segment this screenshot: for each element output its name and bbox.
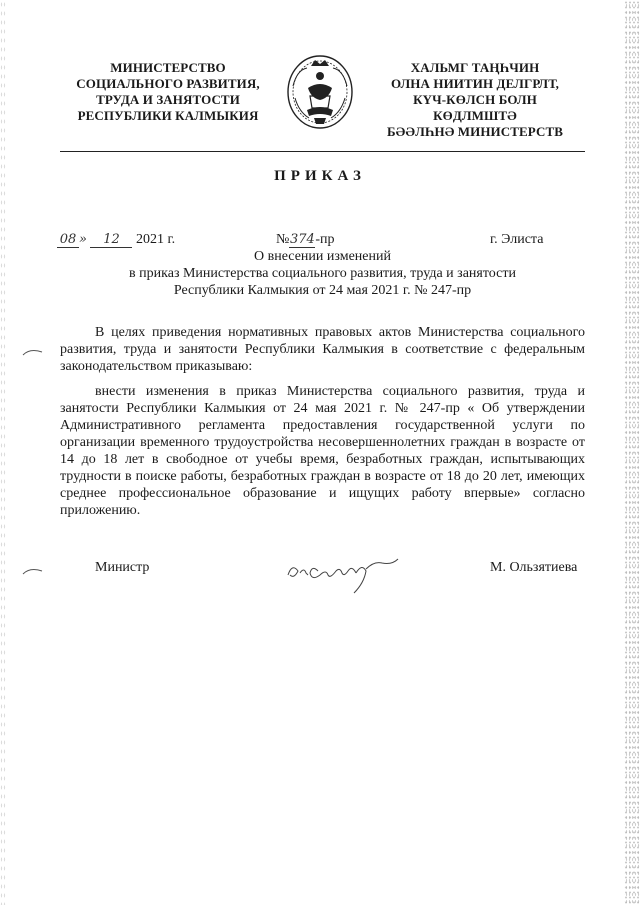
document-title: ПРИКАЗ <box>274 168 366 184</box>
signatory-role: Министр <box>95 560 150 575</box>
ministry-name-kalmyk <box>370 60 580 140</box>
ministry-name-russian <box>68 60 268 124</box>
ministry-line: КҮЧ-КӨЛСН БОЛН <box>413 92 537 107</box>
number-value: 374 <box>289 232 315 247</box>
scan-artifact-mark <box>22 347 44 357</box>
subject-line: О внесении изменений <box>254 249 391 264</box>
republic-emblem-icon <box>285 52 355 130</box>
order-date: 08 » 12 2021 г. <box>57 232 175 248</box>
ministry-line: МИНИСТЕРСТВО <box>110 60 226 75</box>
order-subject <box>60 248 585 299</box>
scan-edge-right <box>624 0 640 905</box>
handwritten-signature <box>282 553 402 597</box>
order-number <box>276 232 335 248</box>
order-paragraph: внести изменения в приказ Министерства социального развития, труда и занятости Республики Калмыкия от 24 мая 2021 г. № 247-пр « Об утверждении Административного регламента предоставления государственной услуги по организации временного трудоустройства несовершеннолетних граждан в возрасте от 14 до 18 лет в свободное от учебы время, безработных граждан, испытывающих трудности в поиске работы, безработных граждан в возрасте от 18 до 20 лет, имеющих среднее профессиональное образование и ищущих работу впервые» согласно приложению. <box>60 384 585 518</box>
date-day: 08 <box>57 232 79 248</box>
ministry-line: РЕСПУБЛИКИ КАЛМЫКИЯ <box>77 108 259 123</box>
preamble-paragraph: В целях приведения нормативных правовых актов Министерства социального развития, труда и занятости Республики Калмыкия в соответствие с федеральным законодательством приказываю: <box>60 325 585 374</box>
ministry-line: СОЦИАЛЬНОГО РАЗВИТИЯ, <box>76 76 260 91</box>
ministry-line: ТРУДА И ЗАНЯТОСТИ <box>96 92 240 107</box>
signatory-name: М. Ользятиева <box>490 560 578 575</box>
ministry-line: ОЛНА НИИТИН ДЕЛГРЛТ, <box>390 76 560 91</box>
ministry-line: БӘӘЛҺНӘ МИНИСТЕРСТВ <box>386 124 564 139</box>
subject-line: Республики Калмыкия от 24 мая 2021 г. № 247-пр <box>173 283 472 298</box>
header-divider <box>60 151 585 152</box>
ministry-line: КӨДЛМШТӘ <box>433 108 517 123</box>
subject-line: в приказ Министерства социального развития, труда и занятости <box>129 266 516 281</box>
number-suffix: -пр <box>315 232 335 247</box>
scan-artifact-mark <box>22 566 44 576</box>
number-prefix: № <box>276 232 290 247</box>
date-month: 12 <box>90 232 132 248</box>
scan-edge-left <box>0 0 6 905</box>
ministry-line: ХАЛЬМГ ТАҢҺЧИН <box>410 60 540 75</box>
date-year: 2021 г. <box>135 232 176 247</box>
order-city: г. Элиста <box>490 232 544 247</box>
